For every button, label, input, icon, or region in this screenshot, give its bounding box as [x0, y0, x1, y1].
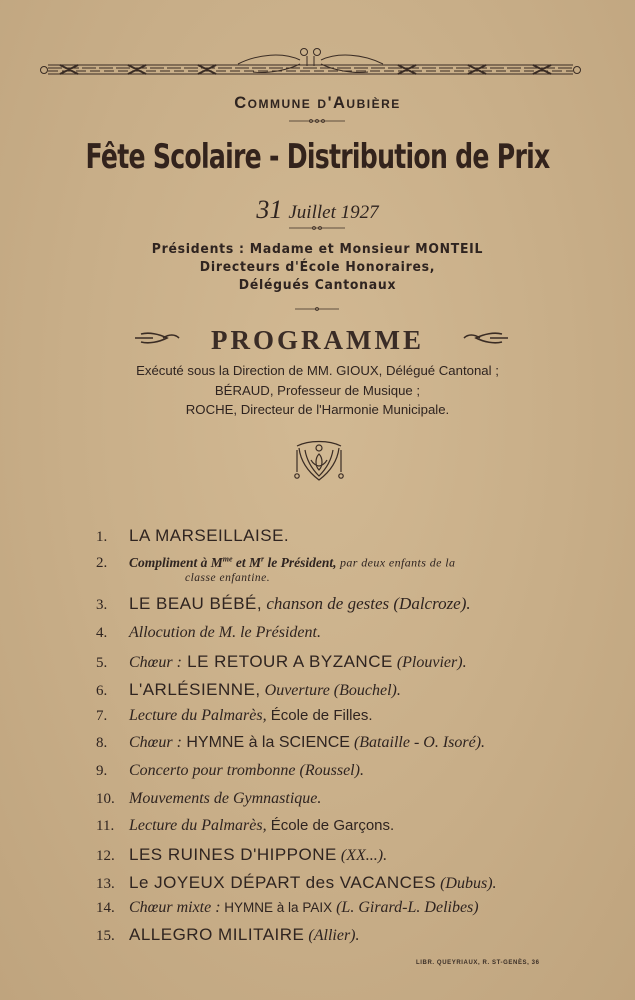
printer-imprint: LIBR. QUEYRIAUX, R. ST-GENÈS, 36: [416, 960, 540, 966]
item-title-part: et M: [232, 554, 262, 570]
superscript: me: [222, 554, 233, 563]
presidents-line: Délégués Cantonaux: [238, 277, 397, 293]
right-flourish-icon: [462, 330, 510, 346]
direction-line: Exécuté sous la Direction de MM. GIOUX, Délégué Cantonal ;: [136, 363, 499, 378]
item-number: 1.: [96, 529, 108, 545]
item-number: 3.: [96, 597, 108, 613]
item-number: 4.: [96, 625, 108, 641]
item-number: 10.: [96, 791, 115, 807]
direction-line: ROCHE, Directeur de l'Harmonie Municipale.: [185, 402, 450, 417]
programme-item-11: [96, 817, 566, 835]
item-label: Chœur mixte :: [129, 899, 221, 916]
item-number: 14.: [96, 900, 115, 916]
item-label: Chœur :: [129, 654, 182, 671]
date-day-handwritten: 31: [256, 195, 283, 224]
programme-heading: PROGRAMME: [211, 325, 424, 355]
item-title: Allocution de M. le Président.: [129, 624, 321, 641]
programme-item-8: [96, 734, 566, 752]
item-title: LE RETOUR A BYZANCE: [181, 652, 393, 671]
item-detail: chanson de gestes (Dalcroze).: [262, 594, 471, 613]
date-month-year: Juillet 1927: [288, 202, 379, 223]
item-title: HYMNE à la SCIENCE: [181, 734, 350, 751]
item-title: ALLEGRO MILITAIRE: [129, 925, 305, 944]
top-ornament-rule: [38, 44, 583, 84]
item-title: LES RUINES D'HIPPONE: [129, 845, 337, 864]
item-detail: par deux enfants de la: [336, 555, 456, 570]
superscript: r: [261, 554, 265, 563]
programme-item-14: [96, 899, 566, 917]
document-title: Fête Scolaire - Distribution de Prix: [85, 137, 550, 177]
programme-item-5: [96, 652, 566, 672]
programme-item-9: [96, 762, 566, 780]
presidents-block: [25, 240, 609, 294]
item-number: 13.: [96, 876, 115, 892]
item-number: 2.: [96, 554, 108, 571]
item-number: 7.: [96, 708, 108, 724]
item-title: Lecture du Palmarès,: [129, 817, 267, 834]
programme-item-15: [96, 925, 566, 945]
programme-item-3: [96, 594, 566, 614]
item-composer: (Dubus).: [436, 875, 497, 892]
item-title: L'ARLÉSIENNE,: [129, 680, 261, 699]
item-title-part: Compliment à M: [129, 554, 223, 570]
item-detail: École de Garçons.: [266, 817, 395, 834]
item-title: Lecture du Palmarès,: [129, 707, 267, 724]
item-title: [129, 555, 337, 570]
item-number: 15.: [96, 928, 115, 944]
direction-block: [0, 361, 635, 420]
item-number: 11.: [96, 818, 115, 834]
item-composer: (Plouvier).: [392, 654, 467, 671]
item-detail: École de Filles.: [266, 707, 373, 724]
item-title: HYMNE à la PAIX: [220, 900, 333, 915]
crest-ornament-icon: [289, 438, 349, 484]
item-composer: (Allier).: [304, 927, 360, 944]
small-divider-ornament: [287, 224, 347, 232]
programme-item-1: [96, 526, 566, 546]
item-title-part: le Président,: [264, 554, 337, 570]
programme-item-12: [96, 845, 566, 865]
item-number: 9.: [96, 763, 108, 779]
programme-item-10: [96, 790, 566, 808]
item-title: Le JOYEUX DÉPART des VACANCES: [129, 873, 437, 892]
programme-item-4: [96, 624, 566, 642]
item-composer: (XX...).: [336, 847, 388, 864]
presidents-line: Présidents : Madame et Monsieur MONTEIL: [151, 241, 484, 257]
small-divider-ornament: [287, 305, 347, 313]
direction-line: BÉRAUD, Professeur de Musique ;: [214, 382, 421, 398]
item-number: 12.: [96, 848, 115, 864]
item-2-continuation: classe enfantine.: [185, 572, 271, 584]
event-date: [0, 195, 635, 225]
programme-item-7: [96, 707, 566, 725]
item-title: Mouvements de Gymnastique.: [129, 790, 322, 807]
small-divider-ornament: [287, 117, 347, 125]
item-label: Chœur :: [129, 734, 182, 751]
item-title: LA MARSEILLAISE.: [129, 526, 290, 545]
item-number: 8.: [96, 735, 108, 751]
item-number: 6.: [96, 683, 108, 699]
item-detail: Ouverture (Bouchel).: [260, 682, 401, 699]
programme-item-13: [96, 873, 566, 893]
programme-item-6: [96, 680, 566, 700]
programme-item-2: [96, 554, 566, 572]
item-composer: (L. Girard-L. Delibes): [332, 899, 479, 916]
commune-heading: Commune d'Aubière: [234, 94, 401, 112]
presidents-line: Directeurs d'École Honoraires,: [199, 259, 436, 275]
item-title: Concerto pour trombonne (Roussel).: [129, 762, 364, 779]
item-title: LE BEAU BÉBÉ,: [129, 594, 263, 613]
item-number: 5.: [96, 655, 108, 671]
item-composer: (Bataille - O. Isoré).: [349, 734, 486, 751]
